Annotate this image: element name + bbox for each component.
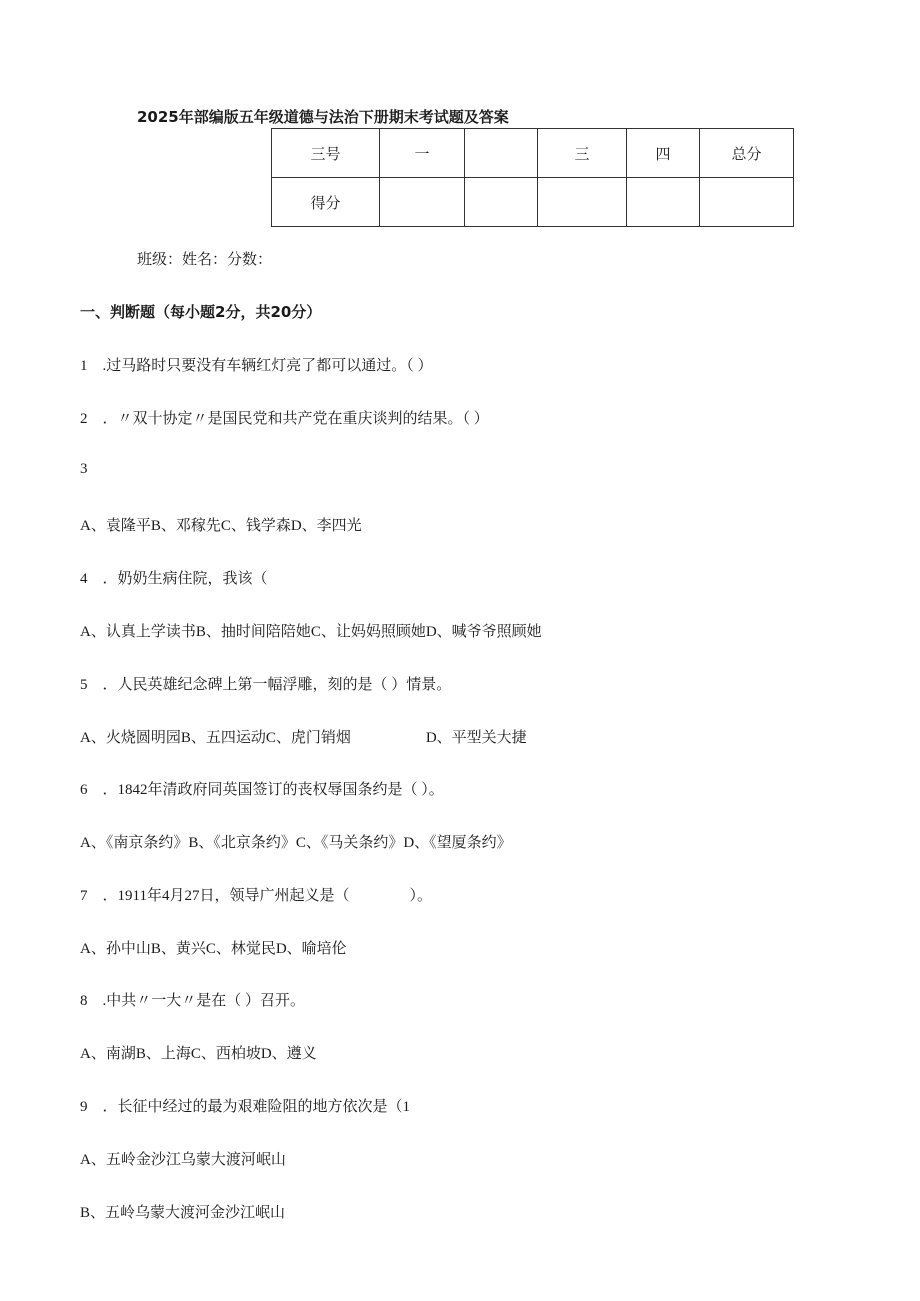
student-info-line: 班级：姓名：分数： <box>137 250 273 268</box>
option-line: A、袁隆平B、邓稼先C、钱学森D、李四光 <box>80 518 362 534</box>
section-heading: 一、判断题（每小题2分，共20分） <box>80 303 322 321</box>
question-line: 4 ．奶奶生病住院，我该（ <box>80 571 268 587</box>
question-line: 5 ．人民英雄纪念碑上第一幅浮雕，刻的是（ ）情景。 <box>80 677 452 693</box>
page-title: 2025年部编版五年级道德与法治下册期末考试题及答案 <box>137 108 509 126</box>
table-cell: 总分 <box>700 129 794 178</box>
score-input-cell <box>380 178 465 227</box>
score-input-cell <box>700 178 794 227</box>
score-input-cell <box>538 178 627 227</box>
score-table-header-row <box>272 129 794 178</box>
option-line: A、南湖B、上海C、西柏坡D、遵义 <box>80 1046 317 1062</box>
question-line: 1 .过马路时只要没有车辆红灯亮了都可以通过。（ ） <box>80 358 433 374</box>
table-row-label: 得分 <box>272 178 380 227</box>
option-line: A、孙中山B、黄兴C、林觉民D、喻培伦 <box>80 941 347 957</box>
question-line: 9 ．长征中经过的最为艰难险阻的地方依次是（1 <box>80 1099 411 1115</box>
table-cell <box>465 129 538 178</box>
table-cell: 四 <box>627 129 700 178</box>
score-input-cell <box>627 178 700 227</box>
score-table <box>271 128 794 227</box>
table-cell: 三 <box>538 129 627 178</box>
option-line: A、认真上学读书B、抽时间陪陪她C、让妈妈照顾她D、喊爷爷照顾她 <box>80 624 542 640</box>
question-line: 8 .中共〃一大〃是在（ ）召开。 <box>80 993 306 1009</box>
question-line: 2 ．〃双十协定〃是国民党和共产党在重庆谈判的结果。（ ） <box>80 411 489 427</box>
table-cell: 一 <box>380 129 465 178</box>
score-input-cell <box>465 178 538 227</box>
option-line: A、五岭金沙江乌蒙大渡河岷山 <box>80 1152 286 1168</box>
table-cell: 三号 <box>272 129 380 178</box>
question-line: 6 ．1842年清政府同英国签订的丧权辱国条约是（ ）。 <box>80 782 444 798</box>
option-line: A、《南京条约》B、《北京条约》C、《马关条约》D、《望厦条约》 <box>80 835 512 851</box>
score-table-score-row <box>272 178 794 227</box>
question-line: 3 <box>80 461 88 477</box>
option-line: B、五岭乌蒙大渡河金沙江岷山 <box>80 1205 286 1221</box>
question-line: 7 ．1911年4月27日，领导广州起义是（ ）。 <box>80 888 432 904</box>
option-line: A、火烧圆明园B、五四运动C、虎门销烟 D、平型关大捷 <box>80 730 527 746</box>
